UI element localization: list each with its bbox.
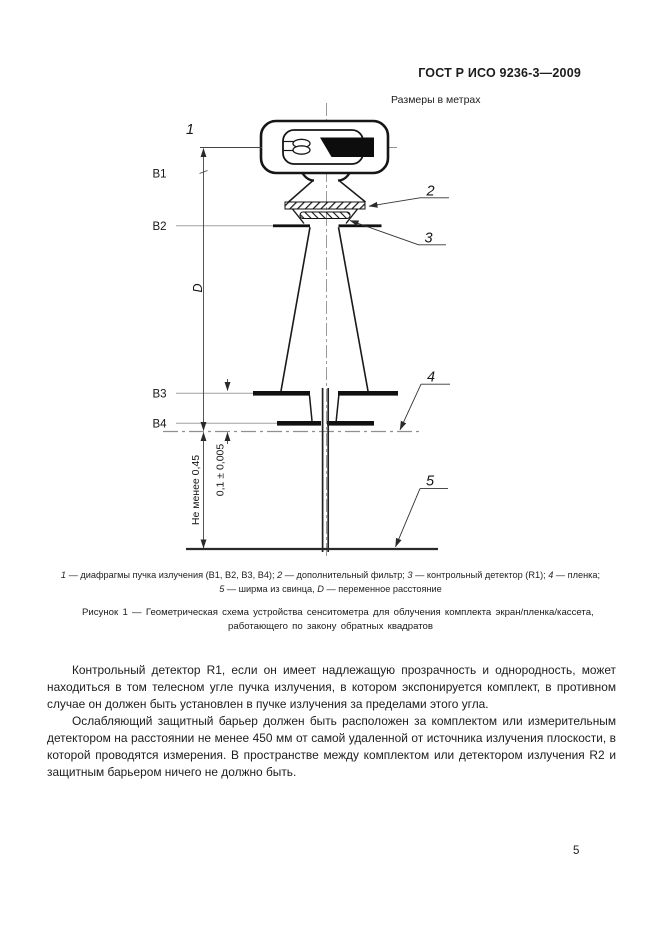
paragraph-protective-barrier: Ослабляющий защитный барьер должен быть расположен за комплектом или измерительным детектором на расстоянии не менее 450 мм от самой удаленной от источника излучения плоскости, в которой проводятся измерения. В пространстве между комплектом или детектором излучения R2 и защитным барьером ничего не должно быть. (47, 714, 616, 779)
dim-film-offset-label: 0,1 ± 0,005 (214, 443, 227, 497)
units-note: Размеры в метрах (391, 94, 481, 106)
control-detector-bar (300, 212, 350, 219)
aperture-b1-label: B1 (152, 168, 167, 181)
diaphragm-b3-left (253, 391, 310, 396)
callout-5-label: 5 (426, 473, 435, 490)
diaphragm-plates (253, 224, 398, 425)
xray-tube (261, 121, 388, 181)
filament-coil (293, 146, 310, 154)
dim-barrier-min-label: Не менее 0,45 (190, 454, 202, 526)
diaphragm-b2-left (273, 224, 310, 227)
figure-legend-line1: 1 — диафрагмы пучка излучения (В1, В2, В3, В4); 2 — дополнительный фильтр; 3 — контрольный детектор (R1); 4 — пленка; (60, 570, 601, 580)
figure-title-line1: Рисунок 1 — Геометрическая схема устройства сенситометра для облучения комплекта экран/пленка/кассета, (82, 607, 594, 618)
diaphragm-b3-right (338, 391, 398, 396)
diaphragm-b2-right (339, 224, 382, 227)
dimension-lines (200, 148, 263, 549)
paragraph-control-detector: Контрольный детектор R1, если он имеет надлежащую прозрачность и однородность, может находиться в том телесном угле пучка излучения, в котором экспонируется комплект, в противном случае он должен быть установлен в пучке излучения за пределами этого угла. (47, 663, 616, 711)
figure-legend (0, 569, 661, 596)
diaphragm-b4-left (277, 421, 321, 426)
figure-title-line2: работающего по закону обратных квадратов (228, 621, 433, 632)
callout-1-label: 1 (186, 122, 195, 138)
callout-3-label: 3 (424, 230, 433, 247)
distance-d-label: D (191, 283, 205, 293)
callout-4-label: 4 (427, 369, 436, 386)
page-number: 5 (573, 845, 580, 857)
diaphragm-b4-right (327, 421, 374, 426)
aperture-b4-label: B4 (152, 418, 167, 431)
document-code: ГОСТ Р ИСО 9236-3—2009 (418, 66, 581, 80)
figure-legend-line2: 5 — ширма из свинца, D — переменное расстояние (219, 583, 442, 594)
aperture-b3-label: B3 (152, 388, 167, 401)
additional-filter-bar (285, 202, 365, 209)
body-text (47, 662, 616, 781)
figure-title (82, 606, 594, 634)
aperture-b2-label: B2 (152, 220, 167, 233)
callout-2-label: 2 (426, 183, 435, 200)
diagram-labels (153, 122, 436, 525)
